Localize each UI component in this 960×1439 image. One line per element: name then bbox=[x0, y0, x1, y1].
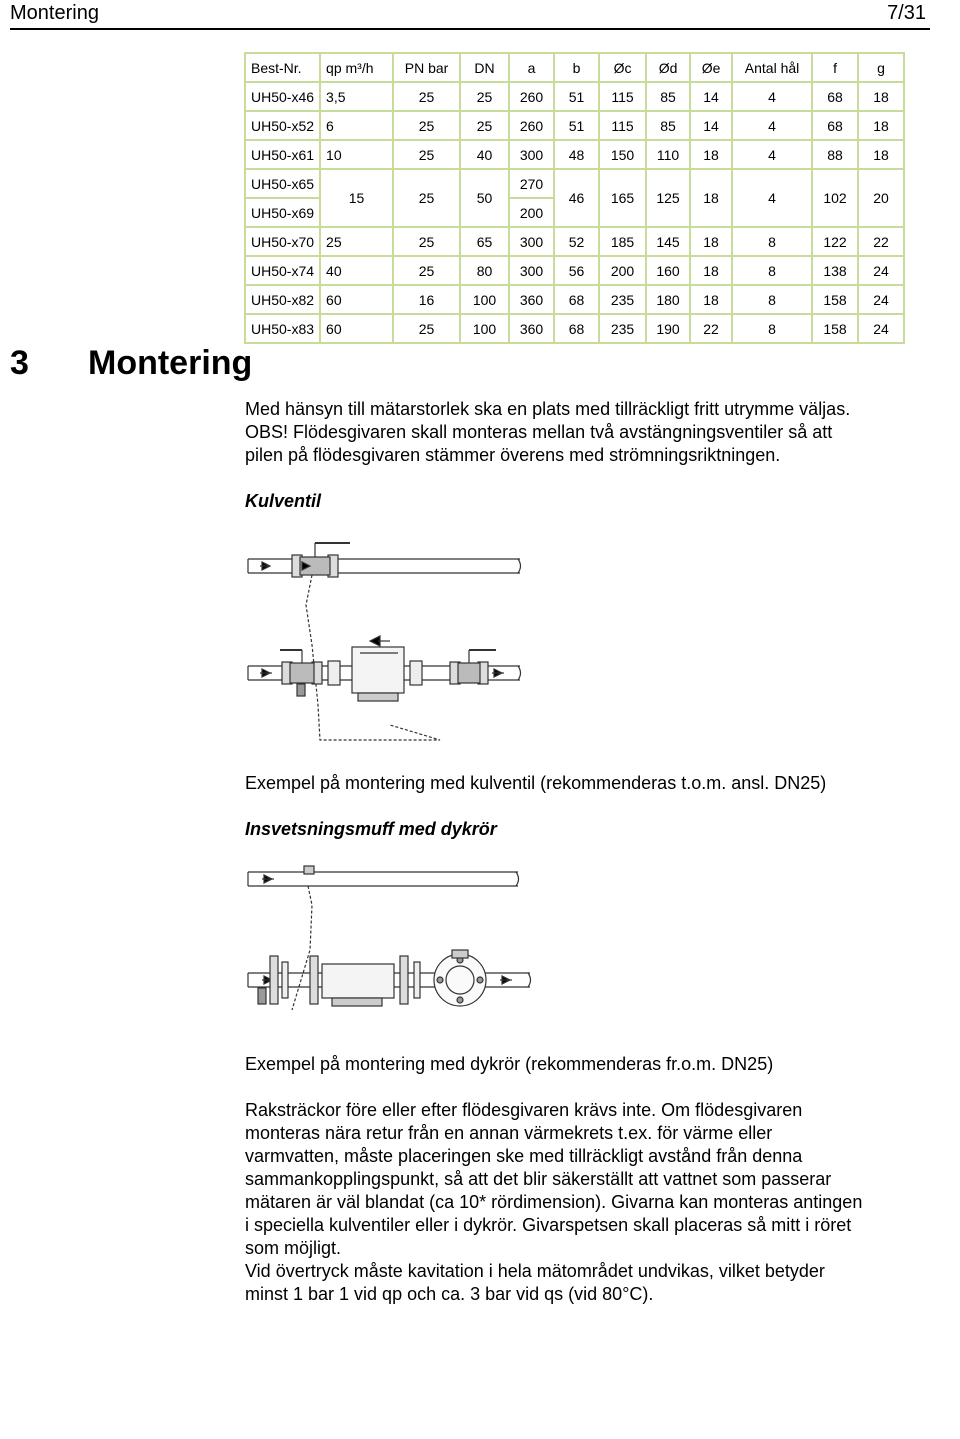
cell: UH50-x61 bbox=[245, 140, 320, 169]
table-row bbox=[245, 140, 904, 169]
cell: 14 bbox=[690, 82, 732, 111]
body-line: mätaren är väl blandat (ca 10* rördimension). Givarna kan monteras antingen bbox=[245, 1192, 863, 1212]
cell: 24 bbox=[858, 285, 904, 314]
th-dn: DN bbox=[460, 53, 509, 82]
body-line: varmvatten, måste placeringen ske med tillräckligt avstånd från denna bbox=[245, 1146, 803, 1166]
cell: 16 bbox=[393, 285, 460, 314]
th-f: f bbox=[812, 53, 858, 82]
cell: 3,5 bbox=[320, 82, 393, 111]
cell: 115 bbox=[599, 111, 646, 140]
cell: 51 bbox=[554, 82, 599, 111]
cell: 10 bbox=[320, 140, 393, 169]
body-paragraph bbox=[245, 1099, 945, 1306]
cell: 88 bbox=[812, 140, 858, 169]
cell: 25 bbox=[460, 82, 509, 111]
th-qp: qp m³/h bbox=[320, 53, 393, 82]
cell: 52 bbox=[554, 227, 599, 256]
cell: 60 bbox=[320, 314, 393, 343]
table-row bbox=[245, 285, 904, 314]
table-row bbox=[245, 256, 904, 285]
th-c: Øc bbox=[599, 53, 646, 82]
cell: UH50-x82 bbox=[245, 285, 320, 314]
cell: 190 bbox=[646, 314, 690, 343]
th-d: Ød bbox=[646, 53, 690, 82]
table-row bbox=[245, 314, 904, 343]
cell: 115 bbox=[599, 82, 646, 111]
cell: 300 bbox=[509, 227, 554, 256]
cell: 158 bbox=[812, 314, 858, 343]
body-line: monteras nära retur från en annan värmekrets t.ex. för värme eller bbox=[245, 1123, 773, 1143]
cell: UH50-x83 bbox=[245, 314, 320, 343]
spec-table bbox=[244, 52, 905, 344]
cell: 25 bbox=[393, 256, 460, 285]
th-e: Øe bbox=[690, 53, 732, 82]
cell: 122 bbox=[812, 227, 858, 256]
table-header-row bbox=[245, 53, 904, 82]
cell: 145 bbox=[646, 227, 690, 256]
body-line: Vid övertryck måste kavitation i hela mätområdet undvikas, vilket betyder bbox=[245, 1261, 825, 1281]
intro-line: OBS! Flödesgivaren skall monteras mellan två avstängningsventiler så att bbox=[245, 422, 833, 442]
cell: 68 bbox=[812, 82, 858, 111]
cell: 200 bbox=[599, 256, 646, 285]
cell: 270 bbox=[509, 169, 554, 198]
cell: UH50-x69 bbox=[245, 198, 320, 227]
body-line: som möjligt. bbox=[245, 1238, 342, 1258]
cell: 25 bbox=[393, 169, 460, 227]
cell: 25 bbox=[393, 111, 460, 140]
header-rule bbox=[10, 28, 930, 30]
th-g: g bbox=[858, 53, 904, 82]
cell: 68 bbox=[812, 111, 858, 140]
cell: 85 bbox=[646, 111, 690, 140]
cell: 22 bbox=[690, 314, 732, 343]
cell: 25 bbox=[320, 227, 393, 256]
page-number: 7/31 bbox=[887, 2, 926, 24]
cell: 68 bbox=[554, 314, 599, 343]
cell: 18 bbox=[690, 169, 732, 227]
cell: 300 bbox=[509, 140, 554, 169]
cell: 360 bbox=[509, 285, 554, 314]
cell: 65 bbox=[460, 227, 509, 256]
cell: 18 bbox=[690, 285, 732, 314]
cell: 60 bbox=[320, 285, 393, 314]
cell: 18 bbox=[858, 111, 904, 140]
body-line: minst 1 bar 1 vid qp och ca. 3 bar vid qs (vid 80°C). bbox=[245, 1284, 654, 1304]
section-title: Montering bbox=[88, 344, 253, 382]
cell: 20 bbox=[858, 169, 904, 227]
cell: 102 bbox=[812, 169, 858, 227]
cell: 360 bbox=[509, 314, 554, 343]
kulventil-heading: Kulventil bbox=[245, 491, 322, 511]
cell: UH50-x70 bbox=[245, 227, 320, 256]
table-row bbox=[245, 111, 904, 140]
cell: 22 bbox=[858, 227, 904, 256]
body-line: i speciella kulventiler eller i dykrör. Givarspetsen skall placeras så mitt i röret bbox=[245, 1215, 852, 1235]
cell: 24 bbox=[858, 256, 904, 285]
th-best-nr: Best-Nr. bbox=[245, 53, 320, 82]
cell: 110 bbox=[646, 140, 690, 169]
cell: 56 bbox=[554, 256, 599, 285]
cell: 180 bbox=[646, 285, 690, 314]
cell: UH50-x46 bbox=[245, 82, 320, 111]
th-holes: Antal hål bbox=[732, 53, 812, 82]
table-row bbox=[245, 227, 904, 256]
cell: 125 bbox=[646, 169, 690, 227]
cell: 8 bbox=[732, 285, 812, 314]
cell: 18 bbox=[858, 82, 904, 111]
cell: 165 bbox=[599, 169, 646, 227]
cell: 40 bbox=[460, 140, 509, 169]
cell: 68 bbox=[554, 285, 599, 314]
th-a: a bbox=[509, 53, 554, 82]
cell: 235 bbox=[599, 285, 646, 314]
cell: 4 bbox=[732, 82, 812, 111]
cell: 4 bbox=[732, 169, 812, 227]
cell: 25 bbox=[393, 82, 460, 111]
cell: 51 bbox=[554, 111, 599, 140]
cell: 4 bbox=[732, 111, 812, 140]
cell: 24 bbox=[858, 314, 904, 343]
cell: 46 bbox=[554, 169, 599, 227]
kulventil-caption: Exempel på montering med kulventil (rekommenderas t.o.m. ansl. DN25) bbox=[245, 773, 827, 793]
cell: 18 bbox=[690, 227, 732, 256]
cell: 48 bbox=[554, 140, 599, 169]
cell: 8 bbox=[732, 314, 812, 343]
cell: 15 bbox=[320, 169, 393, 227]
cell: 235 bbox=[599, 314, 646, 343]
th-b: b bbox=[554, 53, 599, 82]
cell: 40 bbox=[320, 256, 393, 285]
cell: 260 bbox=[509, 82, 554, 111]
kulventil-diagram bbox=[240, 535, 540, 750]
cell: UH50-x74 bbox=[245, 256, 320, 285]
table-row bbox=[245, 82, 904, 111]
cell: 14 bbox=[690, 111, 732, 140]
cell: 8 bbox=[732, 227, 812, 256]
cell: 25 bbox=[393, 314, 460, 343]
th-pn: PN bar bbox=[393, 53, 460, 82]
cell: 138 bbox=[812, 256, 858, 285]
body-line: Raksträckor före eller efter flödesgivaren krävs inte. Om flödesgivaren bbox=[245, 1100, 803, 1120]
table-row-merged-a bbox=[245, 169, 904, 198]
cell: 25 bbox=[393, 140, 460, 169]
section-number: 3 bbox=[10, 344, 29, 382]
page-header bbox=[10, 0, 926, 26]
cell: 150 bbox=[599, 140, 646, 169]
cell: 200 bbox=[509, 198, 554, 227]
intro-line: Med hänsyn till mätarstorlek ska en plats med tillräckligt fritt utrymme väljas. bbox=[245, 399, 851, 419]
dykror-heading: Insvetsningsmuff med dykrör bbox=[245, 819, 497, 839]
intro-paragraph bbox=[245, 398, 945, 467]
cell: 18 bbox=[690, 140, 732, 169]
cell: 158 bbox=[812, 285, 858, 314]
cell: UH50-x65 bbox=[245, 169, 320, 198]
cell: 8 bbox=[732, 256, 812, 285]
cell: 18 bbox=[690, 256, 732, 285]
cell: 50 bbox=[460, 169, 509, 227]
cell: 6 bbox=[320, 111, 393, 140]
cell: 85 bbox=[646, 82, 690, 111]
header-title: Montering bbox=[10, 2, 99, 24]
cell: 80 bbox=[460, 256, 509, 285]
cell: 18 bbox=[858, 140, 904, 169]
dykror-caption: Exempel på montering med dykrör (rekommenderas fr.o.m. DN25) bbox=[245, 1054, 774, 1074]
cell: 160 bbox=[646, 256, 690, 285]
cell: 100 bbox=[460, 285, 509, 314]
dykror-diagram bbox=[240, 860, 540, 1035]
cell: 260 bbox=[509, 111, 554, 140]
intro-line: pilen på flödesgivaren stämmer överens med strömningsriktningen. bbox=[245, 445, 781, 465]
cell: 100 bbox=[460, 314, 509, 343]
cell: 4 bbox=[732, 140, 812, 169]
section-heading bbox=[10, 344, 252, 383]
cell: UH50-x52 bbox=[245, 111, 320, 140]
cell: 25 bbox=[393, 227, 460, 256]
cell: 25 bbox=[460, 111, 509, 140]
body-line: sammankopplingspunkt, så att det blir säkerställt att vattnet som passerar bbox=[245, 1169, 832, 1189]
cell: 300 bbox=[509, 256, 554, 285]
cell: 185 bbox=[599, 227, 646, 256]
